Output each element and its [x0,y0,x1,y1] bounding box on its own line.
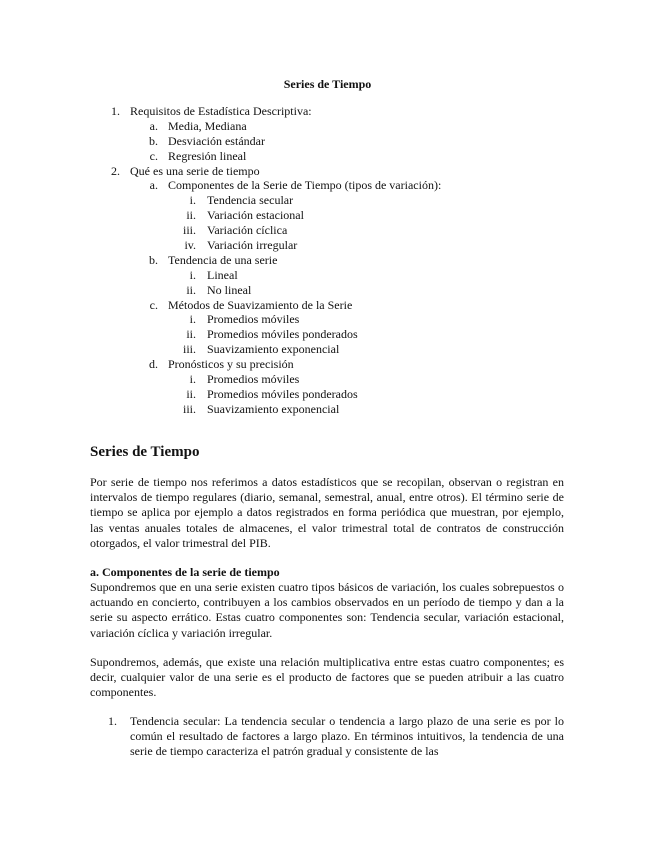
outline-item [0,119,655,134]
outline-item-number: ii. [186,327,196,342]
outline-item [0,298,655,313]
outline-item-text: Suavizamiento exponencial [207,401,340,416]
outline-item-number: i. [189,267,196,282]
outline-item-number: ii. [186,386,196,401]
outline-item-text: Promedios móviles ponderados [207,327,358,342]
outline-item-text: Suavizamiento exponencial [207,342,340,357]
outline-item [0,208,655,223]
outline-item-number: ii. [186,282,196,297]
paragraph-multiplicative: Supondremos, además, que existe una relación multiplicativa entre estas cuatro componentes; es decir, cualquier valor de una serie es el producto de factores que se pueden atribuir a las cuatro componentes. [90,655,564,700]
outline-item [0,149,655,164]
outline-item-text: Componentes de la Serie de Tiempo (tipos de variación): [168,178,442,193]
outline-item-number: iii. [182,342,196,357]
outline-item-text: Qué es una serie de tiempo [130,163,260,178]
outline-item-number: 2. [111,163,120,178]
outline-item [0,387,655,402]
outline-item-number: iii. [182,401,196,416]
outline-item-number: a. [149,118,158,133]
outline-item [0,238,655,253]
outline-item-number: i. [189,312,196,327]
outline-item [0,193,655,208]
outline-item-number: i. [189,193,196,208]
outline-item-number: c. [149,297,158,312]
outline-item-number: 1. [111,104,120,118]
section-heading: Series de Tiempo [90,444,200,460]
outline-item-text: Tendencia de una serie [168,252,278,267]
outline-item-number: d. [149,357,158,372]
outline-item-text: Variación cíclica [207,223,288,238]
outline-item-number: ii. [186,208,196,223]
subheading-components: a. Componentes de la serie de tiempo [90,565,280,579]
outline-item-text: Lineal [207,267,238,282]
outline-item-text: Variación estacional [207,208,304,223]
outline-item [0,327,655,342]
outline-item-text: Métodos de Suavizamiento de la Serie [168,297,353,312]
outline-item-text: Requisitos de Estadística Descriptiva: [130,104,312,118]
outline-item-text: Promedios móviles ponderados [207,386,358,401]
outline-item [0,268,655,283]
outline-item-number: a. [149,178,158,193]
outline-item [0,283,655,298]
outline-item [0,134,655,149]
outline-item-number: iv. [184,238,196,253]
outline-item [0,164,655,179]
numbered-item-secular-trend [90,714,564,760]
outline-item-number: b. [149,133,158,148]
outline-item [0,178,655,193]
outline-item [0,372,655,387]
outline-item-text: Variación irregular [207,238,298,253]
outline-item-number: c. [149,148,158,163]
numbered-item-text: Tendencia secular: La tendencia secular o tendencia a largo plazo de una serie es por lo común el resultado de factores a largo plazo. En términos intuitivos, la tendencia de una serie de tiempo caracteriza el patrón gradual y consistente de las [130,714,564,759]
outline-item-text: Promedios móviles [207,372,300,387]
paragraph-intro: Por serie de tiempo nos referimos a datos estadísticos que se recopilan, observan o registran en intervalos de tiempo regulares (diario, semanal, semestral, anual, entre otros). El término serie de tiempo se aplica por ejemplo a datos registrados en forma periódica que muestran, por ejemplo, las ventas anuales totales de almacenes, el valor trimestral total de contratos de construcción otorgados, el valor trimestral del PIB. [90,475,564,550]
outline-list [0,104,655,417]
outline-item-number: b. [149,252,158,267]
outline-item [0,312,655,327]
outline-item-text: No lineal [207,282,252,297]
numbered-item-number: 1. [108,714,117,728]
paragraph-components: Supondremos que en una serie existen cuatro tipos básicos de variación, los cuales sobrepuestos o actuando en concierto, contribuyen a los cambios observados en un período de tiempo y dan a la serie su aspecto errático. Estas cuatro componentes son: Tendencia secular, variación estacional, variación cíclica y variación irregular. [90,580,564,640]
outline-item-text: Media, Mediana [168,118,247,133]
outline-item [0,342,655,357]
outline-item [0,357,655,372]
outline-item-number: iii. [182,223,196,238]
outline-item [0,223,655,238]
outline-item-text: Tendencia secular [207,193,294,208]
outline-item-text: Promedios móviles [207,312,300,327]
document-title: Series de Tiempo [283,77,372,91]
outline-item [0,104,655,119]
outline-item [0,402,655,417]
outline-item-text: Desviación estándar [168,133,265,148]
outline-item-text: Regresión lineal [168,148,247,163]
outline-item [0,253,655,268]
outline-item-number: i. [189,372,196,387]
outline-item-text: Pronósticos y su precisión [168,357,294,372]
